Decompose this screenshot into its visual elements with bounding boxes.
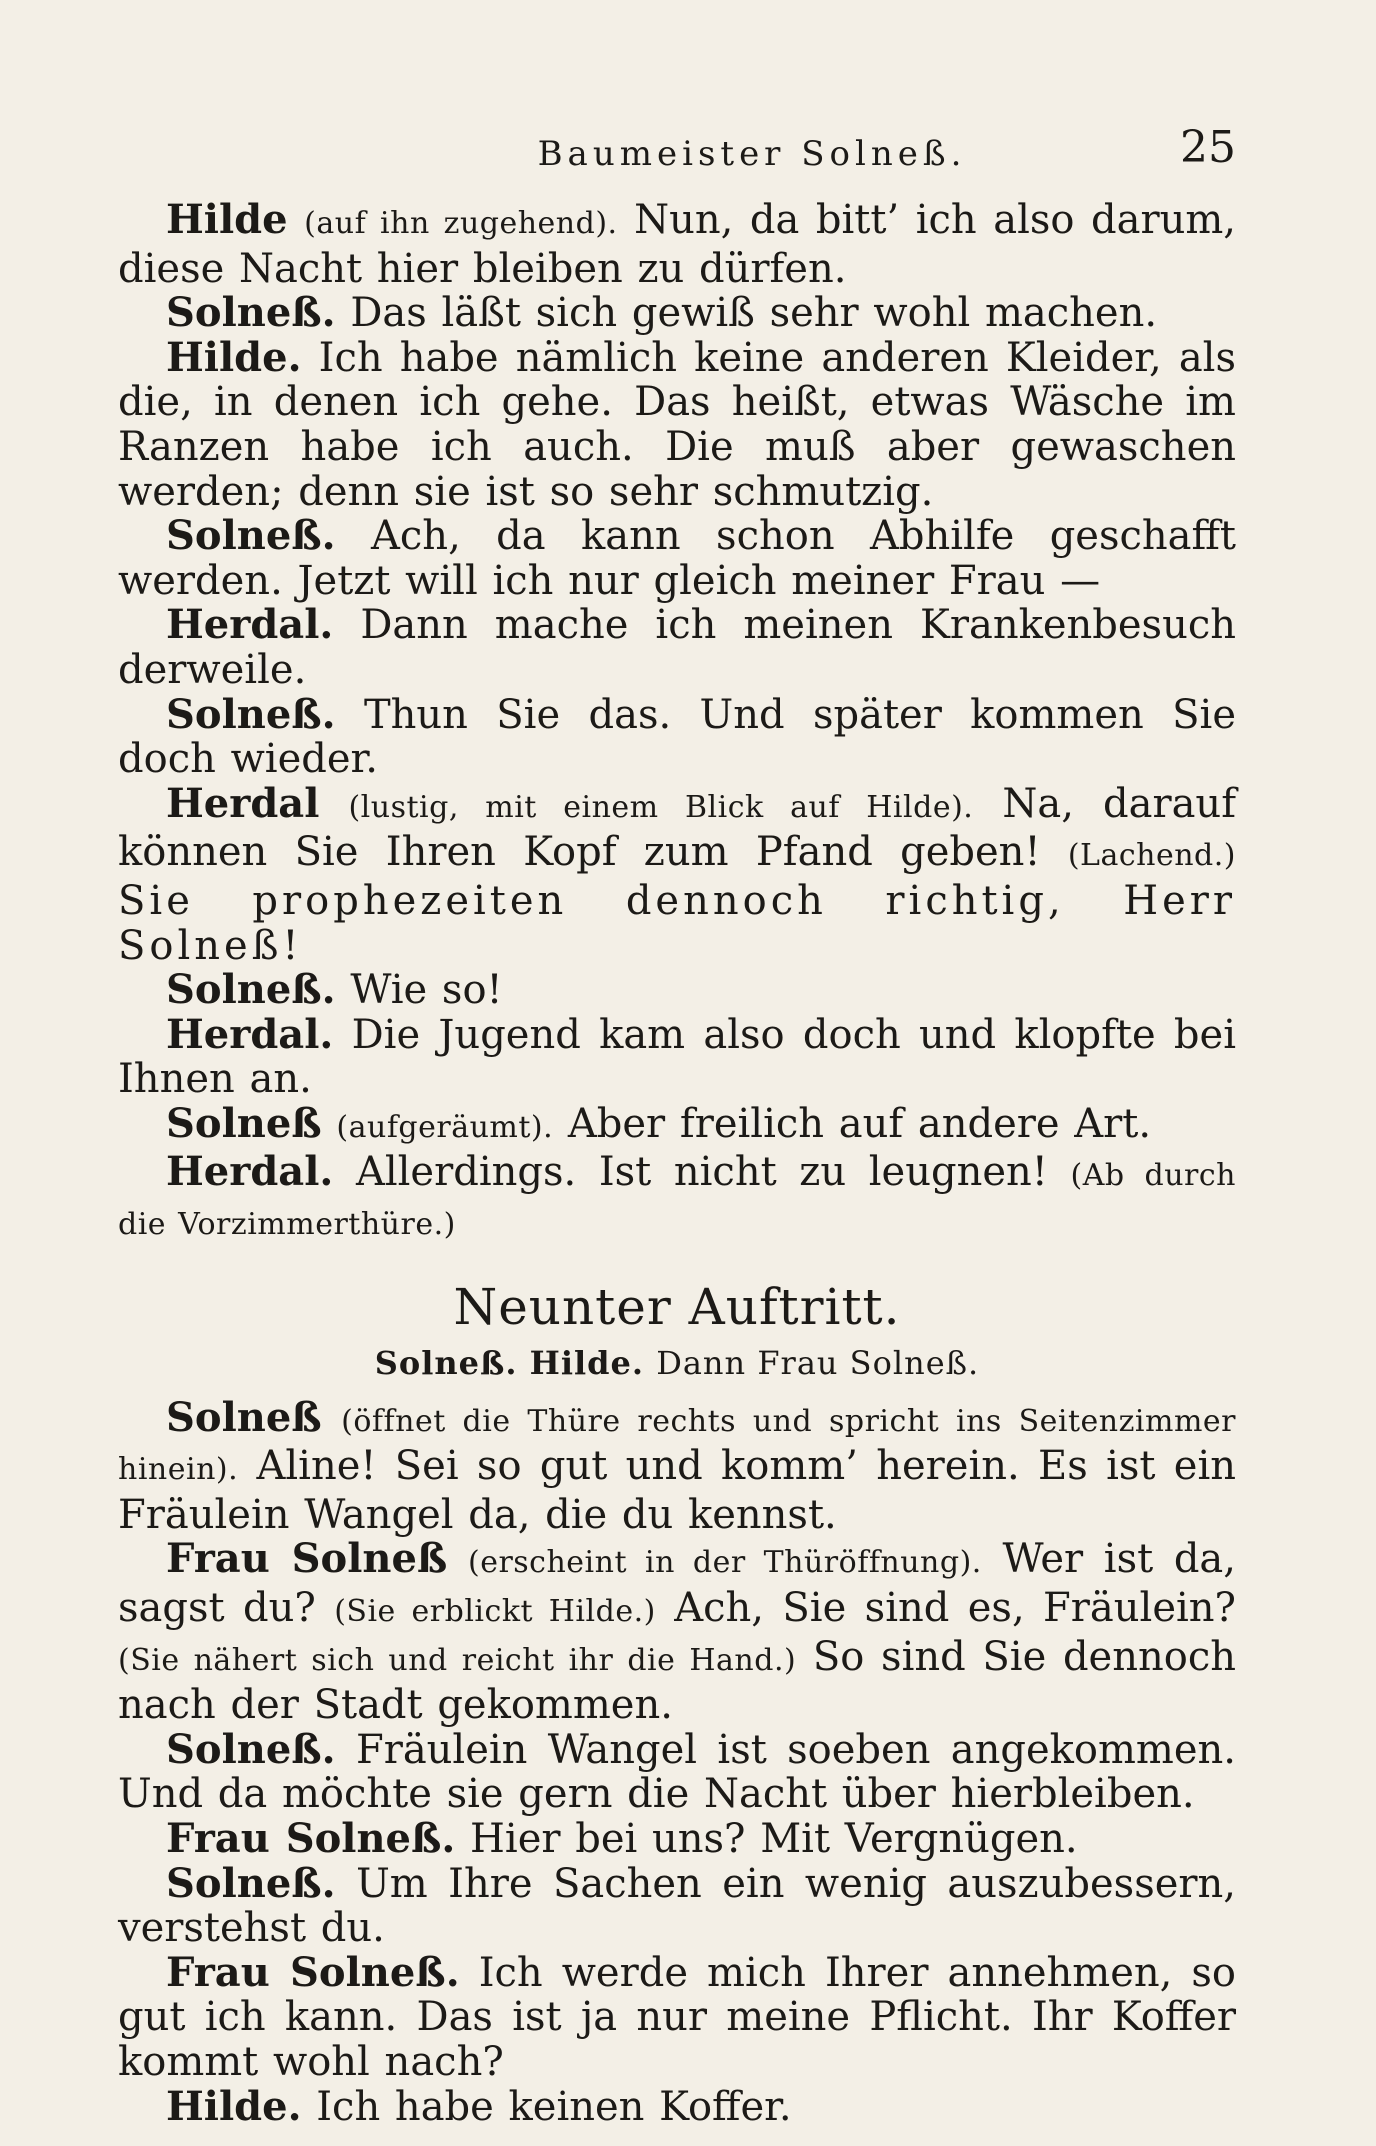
stage-direction: (erscheint in der Thüröffnung). — [467, 1545, 982, 1581]
speaker-name: Frau Solneß. — [166, 1948, 460, 1996]
dialogue-text: Die Jugend kam also doch und klopfte bei Ihnen an. — [118, 1011, 1236, 1103]
dialogue-text: Wie so! — [350, 967, 503, 1014]
speaker-name: Solneß. — [166, 1725, 336, 1773]
speaker-name: Solneß. — [166, 690, 336, 738]
speaker-name: Solneß. — [166, 289, 336, 337]
speaker-name: Herdal. — [166, 1010, 334, 1058]
dialogue-paragraph — [118, 968, 1236, 1013]
dialogue-paragraph — [118, 2082, 1236, 2130]
dialogue-paragraph — [118, 603, 1236, 692]
stage-direction: (lustig, mit einem Blick auf Hilde). — [348, 789, 974, 825]
speaker-name: Frau Solneß. — [166, 1815, 456, 1862]
stage-direction: (Sie erblickt Hilde.) — [334, 1594, 656, 1630]
dialogue-text: Das läßt sich gewiß sehr wohl machen. — [350, 290, 1158, 337]
dialogue-paragraph — [118, 1099, 1236, 1151]
dialogue-text: Ich habe nämlich keine anderen Kleider, als die, in denen ich gehe. Das heißt, etwas Wäsche im Ranzen habe ich auch. Die muß aber gewaschen werden; denn sie ist so sehr schmutzig. — [118, 334, 1236, 515]
stage-direction: (Ab durch die Vorzimmerthüre.) — [118, 1158, 1236, 1243]
dialogue-text: Na, darauf können Sie Ihren Kopf zum Pfand geben! — [118, 780, 1236, 876]
dialogue-paragraph — [118, 291, 1236, 336]
dialogue-text: Um Ihre Sachen ein wenig auszubessern, verstehst du. — [118, 1860, 1236, 1952]
dialogue-text: Aber freilich auf andere Art. — [567, 1100, 1152, 1147]
speaker-name: Hilde — [166, 196, 288, 243]
scene-characters-main: Solneß. Hilde. — [374, 1343, 645, 1382]
stage-direction: (öffnet die Thüre rechts und spricht ins Seitenzimmer hinein). — [118, 1403, 1236, 1488]
dialogue-paragraph — [118, 514, 1236, 603]
dialogue-text: Aline! Sei so gut und komm’ herein. Es ist ein Fräulein Wangel da, die du kennst. — [118, 1443, 1236, 1538]
dialogue-text: Nun, da bitt’ ich also darum, diese Nacht hier bleiben zu dürfen. — [118, 197, 1236, 292]
dialogue-text: Thun Sie das. Und später kommen Sie doch wieder. — [118, 691, 1236, 783]
speaker-name: Solneß. — [166, 1859, 336, 1907]
dialogue-paragraph — [118, 1859, 1236, 1952]
scene-characters — [118, 1344, 1236, 1382]
speaker-name: Frau Solneß — [166, 1535, 448, 1583]
dialogue-paragraph — [118, 779, 1236, 969]
stage-direction: (Lachend.) — [1067, 838, 1236, 874]
dialogue-text: Wer ist da, sagst du? — [118, 1536, 1236, 1632]
scene-title: Neunter Auftritt. — [453, 1277, 901, 1336]
running-head — [118, 120, 1236, 190]
dialogue-text: Hier bei uns? Mit Vergnügen. — [470, 1816, 1078, 1862]
stage-direction: (auf ihn zugehend). — [304, 206, 618, 241]
speaker-name: Solneß. — [166, 512, 336, 560]
dialogue-text: Fräulein Wangel ist soeben angekommen. Und da möchte sie gern die Nacht über hierbleiben. — [118, 1726, 1236, 1818]
dialogue-text: Allerdings. Ist nicht zu leugnen! — [355, 1149, 1048, 1196]
dialogue-text: Ach, Sie sind es, Fräulein? — [674, 1585, 1237, 1632]
scene-characters-rest: Dann Frau Solneß. — [656, 1343, 980, 1382]
speaker-name: Solneß — [166, 1099, 322, 1147]
dialogue-paragraph — [118, 1010, 1236, 1103]
dialogue-paragraph — [118, 690, 1236, 783]
dialogue-paragraph — [118, 1817, 1236, 1862]
speaker-name: Hilde. — [166, 2082, 302, 2130]
dialogue-paragraph — [118, 1393, 1236, 1538]
dialogue-paragraph — [118, 333, 1236, 515]
running-title: Baumeister Solneß. — [537, 134, 967, 174]
speaker-name: Solneß — [166, 1393, 322, 1441]
dialogue-paragraph — [118, 1948, 1237, 2085]
dialogue-text: Ich werde mich Ihrer annehmen, so gut ich kann. Das ist ja nur meine Pflicht. Ihr Koffer kommt wohl nach? — [118, 1949, 1237, 2085]
dialogue-text-emphasis: Sie prophezeiten dennoch richtig, Herr Solneß! — [118, 877, 1236, 969]
dialogue-text: So sind Sie dennoch nach der Stadt gekommen. — [118, 1633, 1236, 1729]
page-number: 25 — [1180, 122, 1236, 173]
stage-direction: (Sie nähert sich und reicht ihr die Hand.) — [118, 1642, 797, 1678]
stage-direction: (aufgeräumt). — [336, 1109, 554, 1145]
speaker-name: Solneß. — [166, 966, 336, 1014]
dialogue-text: Ich habe keinen Koffer. — [316, 2083, 792, 2130]
speaker-name: Hilde. — [166, 333, 302, 381]
dialogue-text: Ach, da kann schon Abhilfe geschafft werden. Jetzt will ich nur gleich meiner Frau — — [118, 513, 1237, 604]
dialogue-paragraph — [118, 1537, 1236, 1727]
speaker-name: Herdal — [166, 779, 320, 827]
dialogue-paragraph — [118, 198, 1236, 291]
dialogue-paragraph — [118, 1725, 1236, 1818]
dialogue-text: Dann mache ich meinen Krankenbesuch derweile. — [118, 602, 1236, 693]
dialogue-paragraph — [118, 1150, 1236, 1247]
speaker-name: Herdal. — [166, 601, 334, 649]
speaker-name: Herdal. — [166, 1148, 334, 1196]
